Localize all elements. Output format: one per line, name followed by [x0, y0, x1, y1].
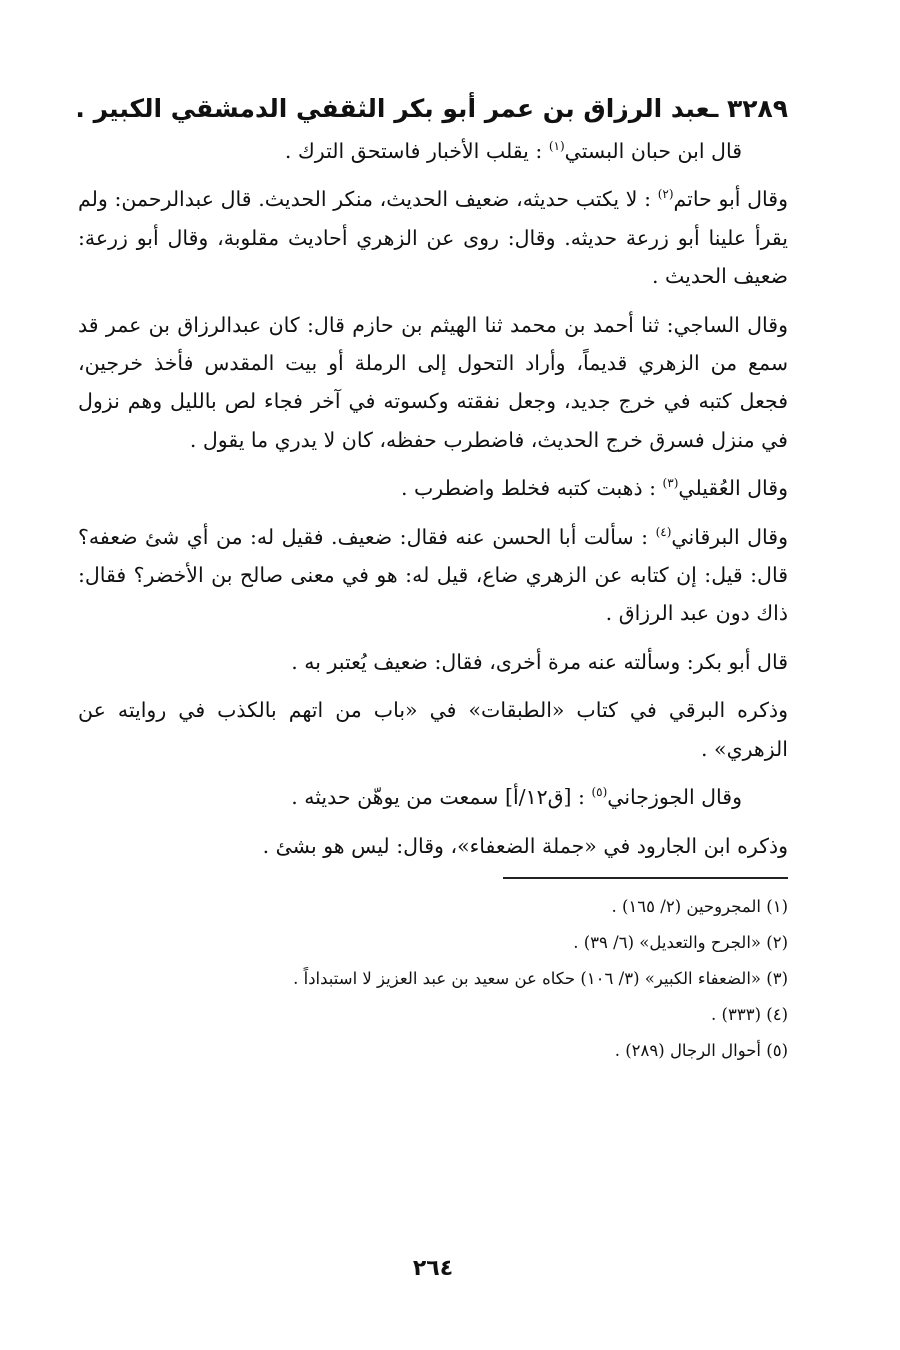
paragraph-text: وذكره ابن الجارود في «جملة الضعفاء»، وقال: ليس هو بشئ .: [262, 833, 788, 858]
paragraph-barqani: [78, 518, 788, 633]
paragraph-text: : ذهبت كتبه فخلط واضطرب .: [400, 476, 663, 501]
paragraph-text: وذكره البرقي في كتاب «الطبقات» في «باب من اتهم بالكذب في روايته عن الزهري» .: [78, 698, 788, 761]
paragraph-ibn-hibban: [78, 132, 788, 170]
main-text: [78, 132, 788, 865]
footnote-ref: (١): [548, 139, 565, 154]
footnote-4: (٤) (٣٣٣) .: [711, 1004, 788, 1024]
paragraph-text: : لا يكتب حديثه، ضعيف الحديث، منكر الحديث. قال عبدالرحمن: ولم يقرأ علينا أبو زرعة حديثه. وقال: روى عن الزهري أحاديث مقلوبة، وقال أبو زرعة: ضعيف الحديث .: [78, 187, 788, 289]
paragraph-abu-hatim: [78, 180, 788, 295]
book-page: [75, 86, 788, 1286]
paragraph-barqi: [78, 691, 788, 768]
paragraph-text: قال ابن حبان البستي: [564, 139, 742, 163]
footnote-ref: (٢): [657, 187, 674, 202]
footnote-divider: [503, 877, 788, 879]
page-number: ٢٦٤: [412, 1256, 454, 1281]
entry-number: ٣٢٨٩: [726, 94, 788, 123]
paragraph-text: : [ق١٢/أ] سمعت من يوهّن حديثه .: [291, 785, 592, 810]
paragraph-uqayli: [78, 469, 788, 507]
heading-dash: ـ: [709, 94, 719, 123]
paragraph-text: وقال الجوزجاني: [607, 785, 742, 810]
paragraph-text: وقال البرقاني: [671, 524, 788, 549]
footnote-ref: (٣): [662, 476, 679, 491]
entry-heading: [75, 86, 788, 132]
footnote-2: (٢) «الجرح والتعديل» (٦/ ٣٩) .: [573, 932, 788, 952]
paragraph-text: : سألت أبا الحسن عنه فقال: ضعيف. فقيل له: من أي شئ ضعفه؟ قال: قيل: إن كتابه عن الزهري ضاع، قيل له: هو في معنى صالح بن الأخضر؟ فقال: ذاك دون عبد الرزاق .: [78, 524, 788, 626]
entry-title: عبد الرزاق بن عمر أبو بكر الثقفي الدمشقي الكبير .: [75, 94, 710, 123]
paragraph-juzajani: [78, 778, 788, 816]
paragraph-text: قال أبو بكر: وسألته عنه مرة أخرى، فقال: ضعيف يُعتبر به .: [291, 649, 788, 674]
paragraph-text: وقال الساجي: ثنا أحمد بن محمد ثنا الهيثم بن حازم قال: كان عبدالرزاق بن عمر قد سمع من الزهري قديماً، وأراد التحول إلى الرملة أو بيت المقدس فأخذ خرجين، فجعل كتبه في خرج جديد، وجعل نفقته وكسوته في آخر فجاء لص بالليل وهم نزول في منزل فسرق خرج الحديث، فاضطرب حفظه، كان لا يدري ما يقول .: [78, 312, 788, 452]
footnote-5: (٥) أحوال الرجال (٢٨٩) .: [614, 1040, 788, 1060]
paragraph-text: وقال العُقيلي: [678, 476, 788, 501]
footnote-3: (٣) «الضعفاء الكبير» (٣/ ١٠٦) حكاه عن سعيد بن عبد العزيز لا استبداداً .: [293, 968, 788, 988]
paragraph-abu-bakr: [78, 643, 788, 681]
paragraph-text: : يقلب الأخبار فاستحق الترك .: [284, 139, 549, 163]
footnote-ref: (٥): [591, 785, 608, 800]
paragraph-ibn-jarud: [78, 827, 788, 865]
paragraph-saji: [78, 306, 788, 460]
footnotes-list: [78, 889, 788, 1069]
paragraph-text: وقال أبو حاتم: [673, 187, 788, 212]
footnote-ref: (٤): [655, 524, 672, 539]
footnote-1: (١) المجروحين (٢/ ١٦٥) .: [611, 896, 788, 916]
